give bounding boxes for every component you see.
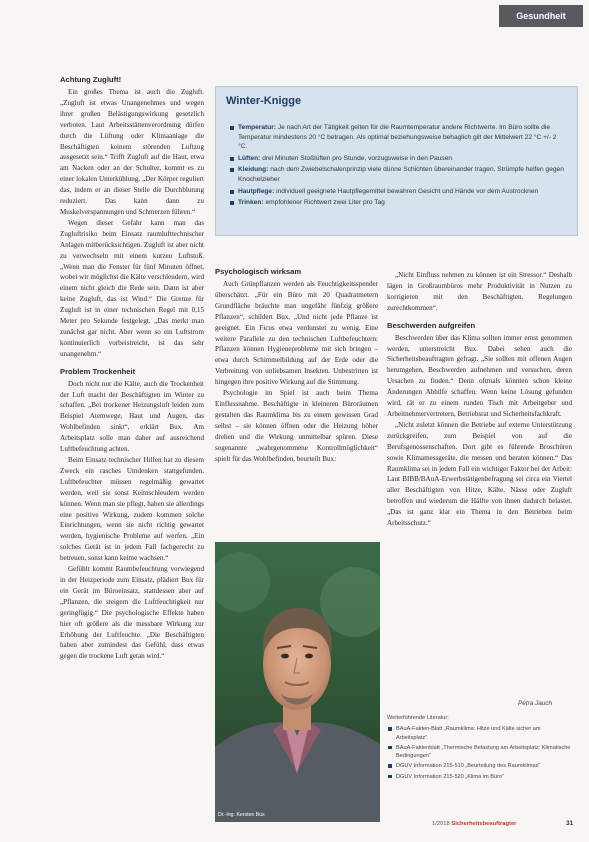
bullet-icon [388, 746, 392, 750]
box-title: Winter-Knigge [226, 95, 302, 107]
mid-column [215, 266, 378, 464]
portrait-image [215, 542, 380, 822]
item-text: drei Minuten Stoßlüften pro Stunde, vorzugsweise in den Pausen [262, 154, 453, 162]
bullet-icon [230, 190, 234, 194]
list-item [230, 198, 564, 208]
heading-psychologisch: Psychologisch wirksam [215, 267, 302, 276]
winter-knigge-box [215, 86, 578, 236]
item-label: Kleidung: [238, 166, 269, 174]
heading-trockenheit: Problem Trockenheit [60, 366, 136, 376]
list-item [230, 154, 564, 164]
paragraph: Psychologie im Spiel ist auch beim Thema Einflussnahme. Beschäftigte in kleineren Büroräumen gestalten das Raumklima bis zu einem gewissen Grad selbst – sie können öffnen oder die Heizung höher drehen und die Wirkung unmittelbar spüren. Diese sogenannte „wahrgenommene Kontrollmöglichkeit“ spielt für das Wohlbefinden, beurteilt Bux: [215, 389, 378, 463]
portrait-photo [215, 542, 380, 822]
list-item [230, 165, 564, 184]
bullet-icon [230, 201, 234, 205]
list-item [230, 187, 564, 197]
literature-item: BAuA-Faktenblatt „Thermische Belastung am Arbeitsplatz: Klimatische Bedingungen“ [387, 744, 572, 761]
item-text: empfohlener Richtwert zwei Liter pro Tag [265, 199, 385, 207]
paragraph: „Nicht zuletzt können die Betriebe auf externe Unterstützung zurückgreifen, zum Beispiel von auf die Berufsgenossenschaften. Dort gibt es führende Broschüren sowie Klimamessgeräte, die messen und beraten können.“ Das Raumklima sei in jedem Fall ein wichtiger Faktor bei der Arbeit: Laut BIBB/BAuA-Erwerbstätigenbefragung sei circa ein Viertel aller Beschäftigten von Hitze, Kälte, Nässe oder Zugluft betroffen und wiederum die Hälfte von ihnen dadurch belastet. „Das ist ganz klar ein Thema in den Betrieben beim Arbeitsschutz.“ [387, 420, 572, 528]
item-label: Hautpflege: [238, 187, 275, 195]
right-column [387, 270, 572, 529]
literature-item: DGUV Information 215-520 „Klima im Büro“ [387, 773, 572, 781]
literature-item: BAuA-Fakten-Blatt „Raumklima: Hitze und Kälte sicher am Arbeitsplatz“ [387, 725, 572, 742]
item-label: Temperatur: [238, 124, 276, 131]
paragraph: Wegen dieser Gefahr kann man das Zugluftrisiko beim Einsatz raumlufttechnischer Anlagen mitberücksichtigen. Zugluft ist aber nicht zu verwechseln mit einem kurzen Luftstoß. „Wenn man die Fenster für fünf Minuten öffnet, wobei wir möglichst die Kälte verschleudern, wird einem nicht gleich die Rede sein. Dann ist aber keine Zugluft, das ist Wind.“ Die Grenze für Zugluft ist in einer technischen Regel mit 0,15 Meter pro Sekunde festgelegt. „Das merkt man zunächst gar nicht. Aber wenn so ein Luftstrom kontinuierlich vorbeistreicht, ist das sehr unangenehm.“ [60, 218, 205, 358]
left-column [60, 74, 204, 662]
literature-box [387, 714, 572, 783]
paragraph: Doch nicht nur die Kälte, auch die Trockenheit der Luft macht der Beschäftigten im Winter zu schaffen. „Bei trockener Heizungsluft leiden zum Beispiel Atemwege, Haut und Augen, das Wohlbefinden sinkt“, erklärt Bux. Am Arbeitsplatz solle man daher auf ausreichend Luftbefeuchtung achten. [60, 379, 204, 454]
list-item [230, 123, 564, 152]
section-tab: Gesundheit [499, 5, 583, 27]
bullet-icon [230, 126, 234, 130]
item-label: Lüften: [238, 154, 261, 162]
paragraph: Beschwerden über das Klima sollten immer ernst genommen werden, unterstreicht Bux. Dabei sehen auch die Sicherheitsbeauftragten gefragt. „Sie sollten mit offenen Augen herumgehen, Beschwerden aufnehmen und versuchen, deren Ursachen zu finden.“ Denn oftmals könnten schon kleine Änderungen Abhilfe schaffen. Wenn keine Lösung gefunden wird, rät er zu einem runden Tisch mit Arbeitgeber und Arbeitnehmervertretern, Betriebsrat und Sicherheitsfachkraft. [387, 333, 572, 418]
bullet-icon [388, 775, 392, 779]
bullet-icon [388, 764, 392, 768]
item-text: nach dem Zwiebelschalenprinzip viele dünne Schichten übereinander tragen, Strümpfe helfen gegen Knochelzieher [238, 166, 564, 183]
heading-zugluft: Achtung Zugluft! [60, 75, 122, 84]
paragraph: Beim Einsatz technischer Hilfen hat zu diesem Zweck ein rasches Umdenken stattgefunden. Luftbefeuchter müssen regelmäßig gewartet werden, weil sie sonst Keimschleudern werden können. Wenn man sie pflegt, haben sie allerdings eine positive Wirkung, zudem kommen solche Einrichtungen, wenn sie nicht richtig gewartet werden, hygienische Probleme auf werfen. „Ein solches Gerät ist in jedem Fall fachgerecht zu betreuen, sonst kann keime wachsen.“ [60, 456, 204, 563]
page-number: 31 [566, 820, 574, 827]
literature-heading: Weiterführende Literatur: [387, 715, 449, 721]
bullet-icon [230, 157, 234, 161]
footer [432, 821, 516, 827]
bullet-icon [388, 727, 392, 731]
author-name: Petra Jauch [518, 700, 553, 707]
issue-date: 1/2018 [432, 821, 450, 827]
item-label: Trinken: [238, 199, 264, 207]
item-text: individuell geeignete Hautpflegemittel bewahren Gesicht und Hände vor dem Austrocknen [276, 187, 539, 195]
photo-caption: Dr.-Ing. Kersten Bux [218, 812, 265, 818]
literature-item: DGUV Information 215-510 „Beurteilung des Raumklimas“ [387, 762, 572, 770]
heading-beschwerden: Beschwerden aufgreifen [387, 320, 476, 330]
bullet-icon [230, 168, 234, 172]
paragraph: „Nicht Einfluss nehmen zu können ist ein Stressor.“ Deshalb lägen in Großraumbüros mehr Produktivität in Nutzen zu korrigieren mit den Beschäftigten. Regelungen zurechtkommen“. [387, 271, 572, 312]
paragraph: Ein großes Thema ist auch die Zugluft. „Zugluft ist etwas Unangenehmes und wegen ihrer großen Belästigungswirkung gesetzlich verboten. Laut Arbeitsstättenverordnung dürfen durch die Lüftung oder Klimaanlage die Beschäftigten keinem störenden Luftzug ausgesetzt sein.“ Trifft Zugluft auf die Haut, etwa am Nacken oder an der Schulter, kommt es zu einer lokalen Unterkühlung. „Der Körper reguliert das, indem er an dieser Stelle die Durchblutung reduziert. Das kann dann zu Muskelverspannungen und Schmerzen führen.“ [60, 88, 204, 216]
paragraph: Gefühlt kommt Raumbefeuchtung vorwiegend in der Heizperiode zum Einsatz, plädiert Bux für ein Gerät im Büroeinsatz, stattdessen aber auf „Pflanzen, die steigern die Luftfeuchtigkeit nur geringfügig.“ Die psychologische Effekte haben hier oft größere als die messbare Wirkung zur Erhöhung der Luftfeuchte. „Die Beschäftigten haben aber zumindest das Gefühl, dass etwas gegen die trockene Luft getan wird.“ [60, 565, 204, 661]
item-text: Je nach Art der Tätigkeit gelten für die Raumtemperatur andere Richtwerte. Im Büro sollte die Temperatur mindestens 20 °C betragen. Als optimal beziehungsweise behaglich gilt der Mittelwert 22 °C +/- 2 °C. [238, 124, 557, 151]
magazine-name: Sicherheitsbeauftragter [451, 821, 517, 827]
paragraph: Auch Grünpflanzen werden als Feuchtigkeitsspender überschätzt. „Für ein Büro mit 20 Quadratmetern Grundfläche bräuchte man ungefähr fünfzig größere Pflanzen“, schildert Bux. „Und nicht jede Pflanze ist geeignet. Ein Ficus etwa verdunstet zu wenig. Eine weitere Parallele zu den technischen Luftbefeuchtern: Pflanzen können Hygieneprobleme mit sich bringen – etwa durch Schimmelbildung auf der Erde oder die Verbreitung von unliebsamen Insekten. Unbestritten ist hingegen ihre positive Wirkung auf die Stimmung. [215, 280, 378, 387]
